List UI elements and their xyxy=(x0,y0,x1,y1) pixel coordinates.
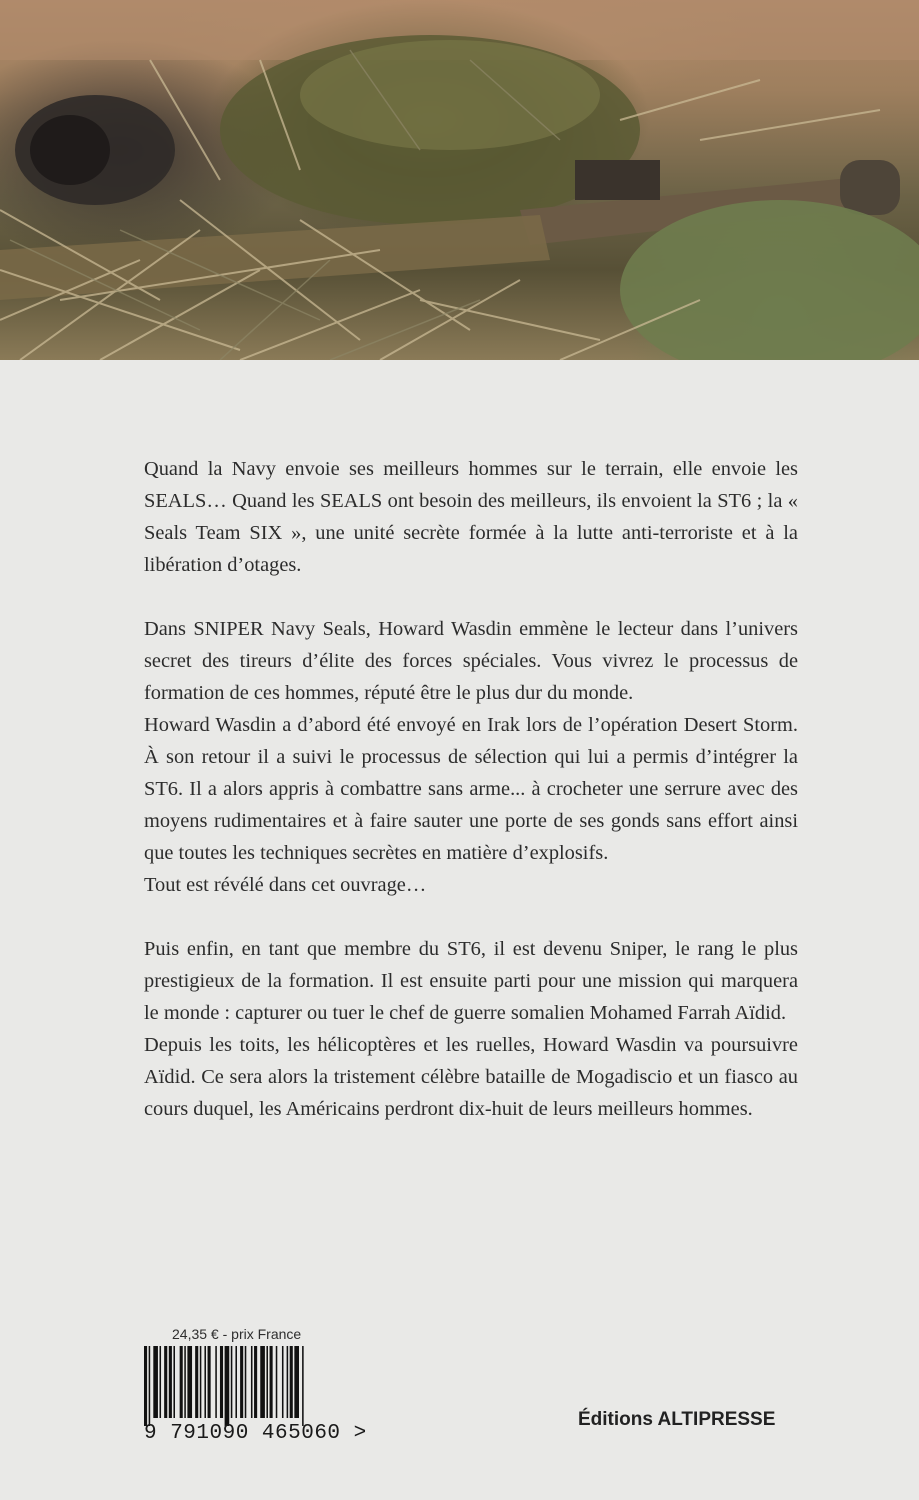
barcode-bar xyxy=(302,1346,304,1426)
barcode-bar xyxy=(260,1346,265,1418)
barcode-bar xyxy=(240,1346,243,1418)
barcode-bar xyxy=(287,1346,289,1418)
barcode-bar xyxy=(270,1346,273,1418)
barcode-bar xyxy=(220,1346,223,1418)
barcode-bar xyxy=(276,1346,278,1418)
barcode-bar xyxy=(195,1346,198,1418)
barcode-bar xyxy=(231,1346,233,1418)
cover-photo-sniper xyxy=(0,0,919,360)
barcode-bar xyxy=(149,1346,151,1426)
barcode-bar xyxy=(164,1346,167,1418)
barcode-bar xyxy=(282,1346,284,1418)
paragraph-sniper-navy-seals: Dans SNIPER Navy Seals, Howard Wasdin emmène le lecteur dans l’univers secret des tireurs d’élite des forces spéciales. Vous vivrez le processus de formation de ces hommes, réputé être le plus dur du monde. xyxy=(144,618,798,704)
barcode-bar xyxy=(294,1346,299,1418)
publisher-name: Éditions ALTIPRESSE xyxy=(578,1409,776,1430)
barcode-bar xyxy=(160,1346,162,1418)
barcode-bar xyxy=(208,1346,211,1418)
sniper-photo-illustration xyxy=(0,0,919,360)
barcode-bar xyxy=(254,1346,257,1418)
barcode-bar xyxy=(204,1346,206,1418)
barcode-bar xyxy=(225,1346,230,1426)
paragraph-desert-storm: Howard Wasdin a d’abord été envoyé en Irak lors de l’opération Desert Storm. À son retour il a suivi le processus de sélection qui lui a permis d’intégrer la ST6. Il a alors appris à combattre sans arme... à crocheter une serrure avec des moyens rudimentaires et à faire sauter une porte de ses gonds sans effort ainsi que toutes les techniques secrètes en matière d’explosifs. xyxy=(144,714,798,864)
barcode-bar xyxy=(215,1346,217,1418)
barcode-bar xyxy=(235,1346,237,1418)
barcode-bar xyxy=(169,1346,172,1418)
paragraph-revealed: Tout est révélé dans cet ouvrage… xyxy=(144,874,427,896)
barcode-bar xyxy=(200,1346,202,1418)
barcode-bar xyxy=(245,1346,247,1418)
barcode-bar xyxy=(266,1346,268,1418)
barcode-bar xyxy=(173,1346,175,1418)
barcode-bar xyxy=(290,1346,293,1418)
barcode-bar xyxy=(180,1346,183,1418)
paragraph-intro: Quand la Navy envoie ses meilleurs hommes sur le terrain, elle envoie les SEALS… Quand les SEALS ont besoin des meilleurs, ils envoient la ST6 ; la « Seals Team SIX », une unité secrète formée à la lutte anti-terroriste et à la libération d’otages. xyxy=(144,458,798,576)
paragraph-sniper-rank: Puis enfin, en tant que membre du ST6, il est devenu Sniper, le rang le plus prestigieux de la formation. Il est ensuite parti pour une mission qui marquera le monde : capturer ou tuer le chef de guerre somalien Mohamed Farrah Aïdid. xyxy=(144,938,798,1024)
barcode-bar xyxy=(153,1346,158,1418)
barcode-bar xyxy=(251,1346,253,1418)
barcode-bar xyxy=(187,1346,192,1418)
barcode-bar xyxy=(144,1346,147,1426)
paragraph-mogadiscio: Depuis les toits, les hélicoptères et les ruelles, Howard Wasdin va poursuivre Aïdid. Ce sera alors la tristement célèbre bataille de Mogadiscio et un fiasco au cours duquel, les Américains perdront dix-huit de leurs meilleurs hommes. xyxy=(144,1034,798,1120)
price-label: 24,35 € - prix France xyxy=(172,1326,302,1342)
isbn-digits: 9 791090 465060 > xyxy=(144,1422,367,1445)
back-cover-text xyxy=(144,453,798,1125)
barcode-bar xyxy=(184,1346,186,1418)
barcode-bars xyxy=(140,1346,354,1426)
